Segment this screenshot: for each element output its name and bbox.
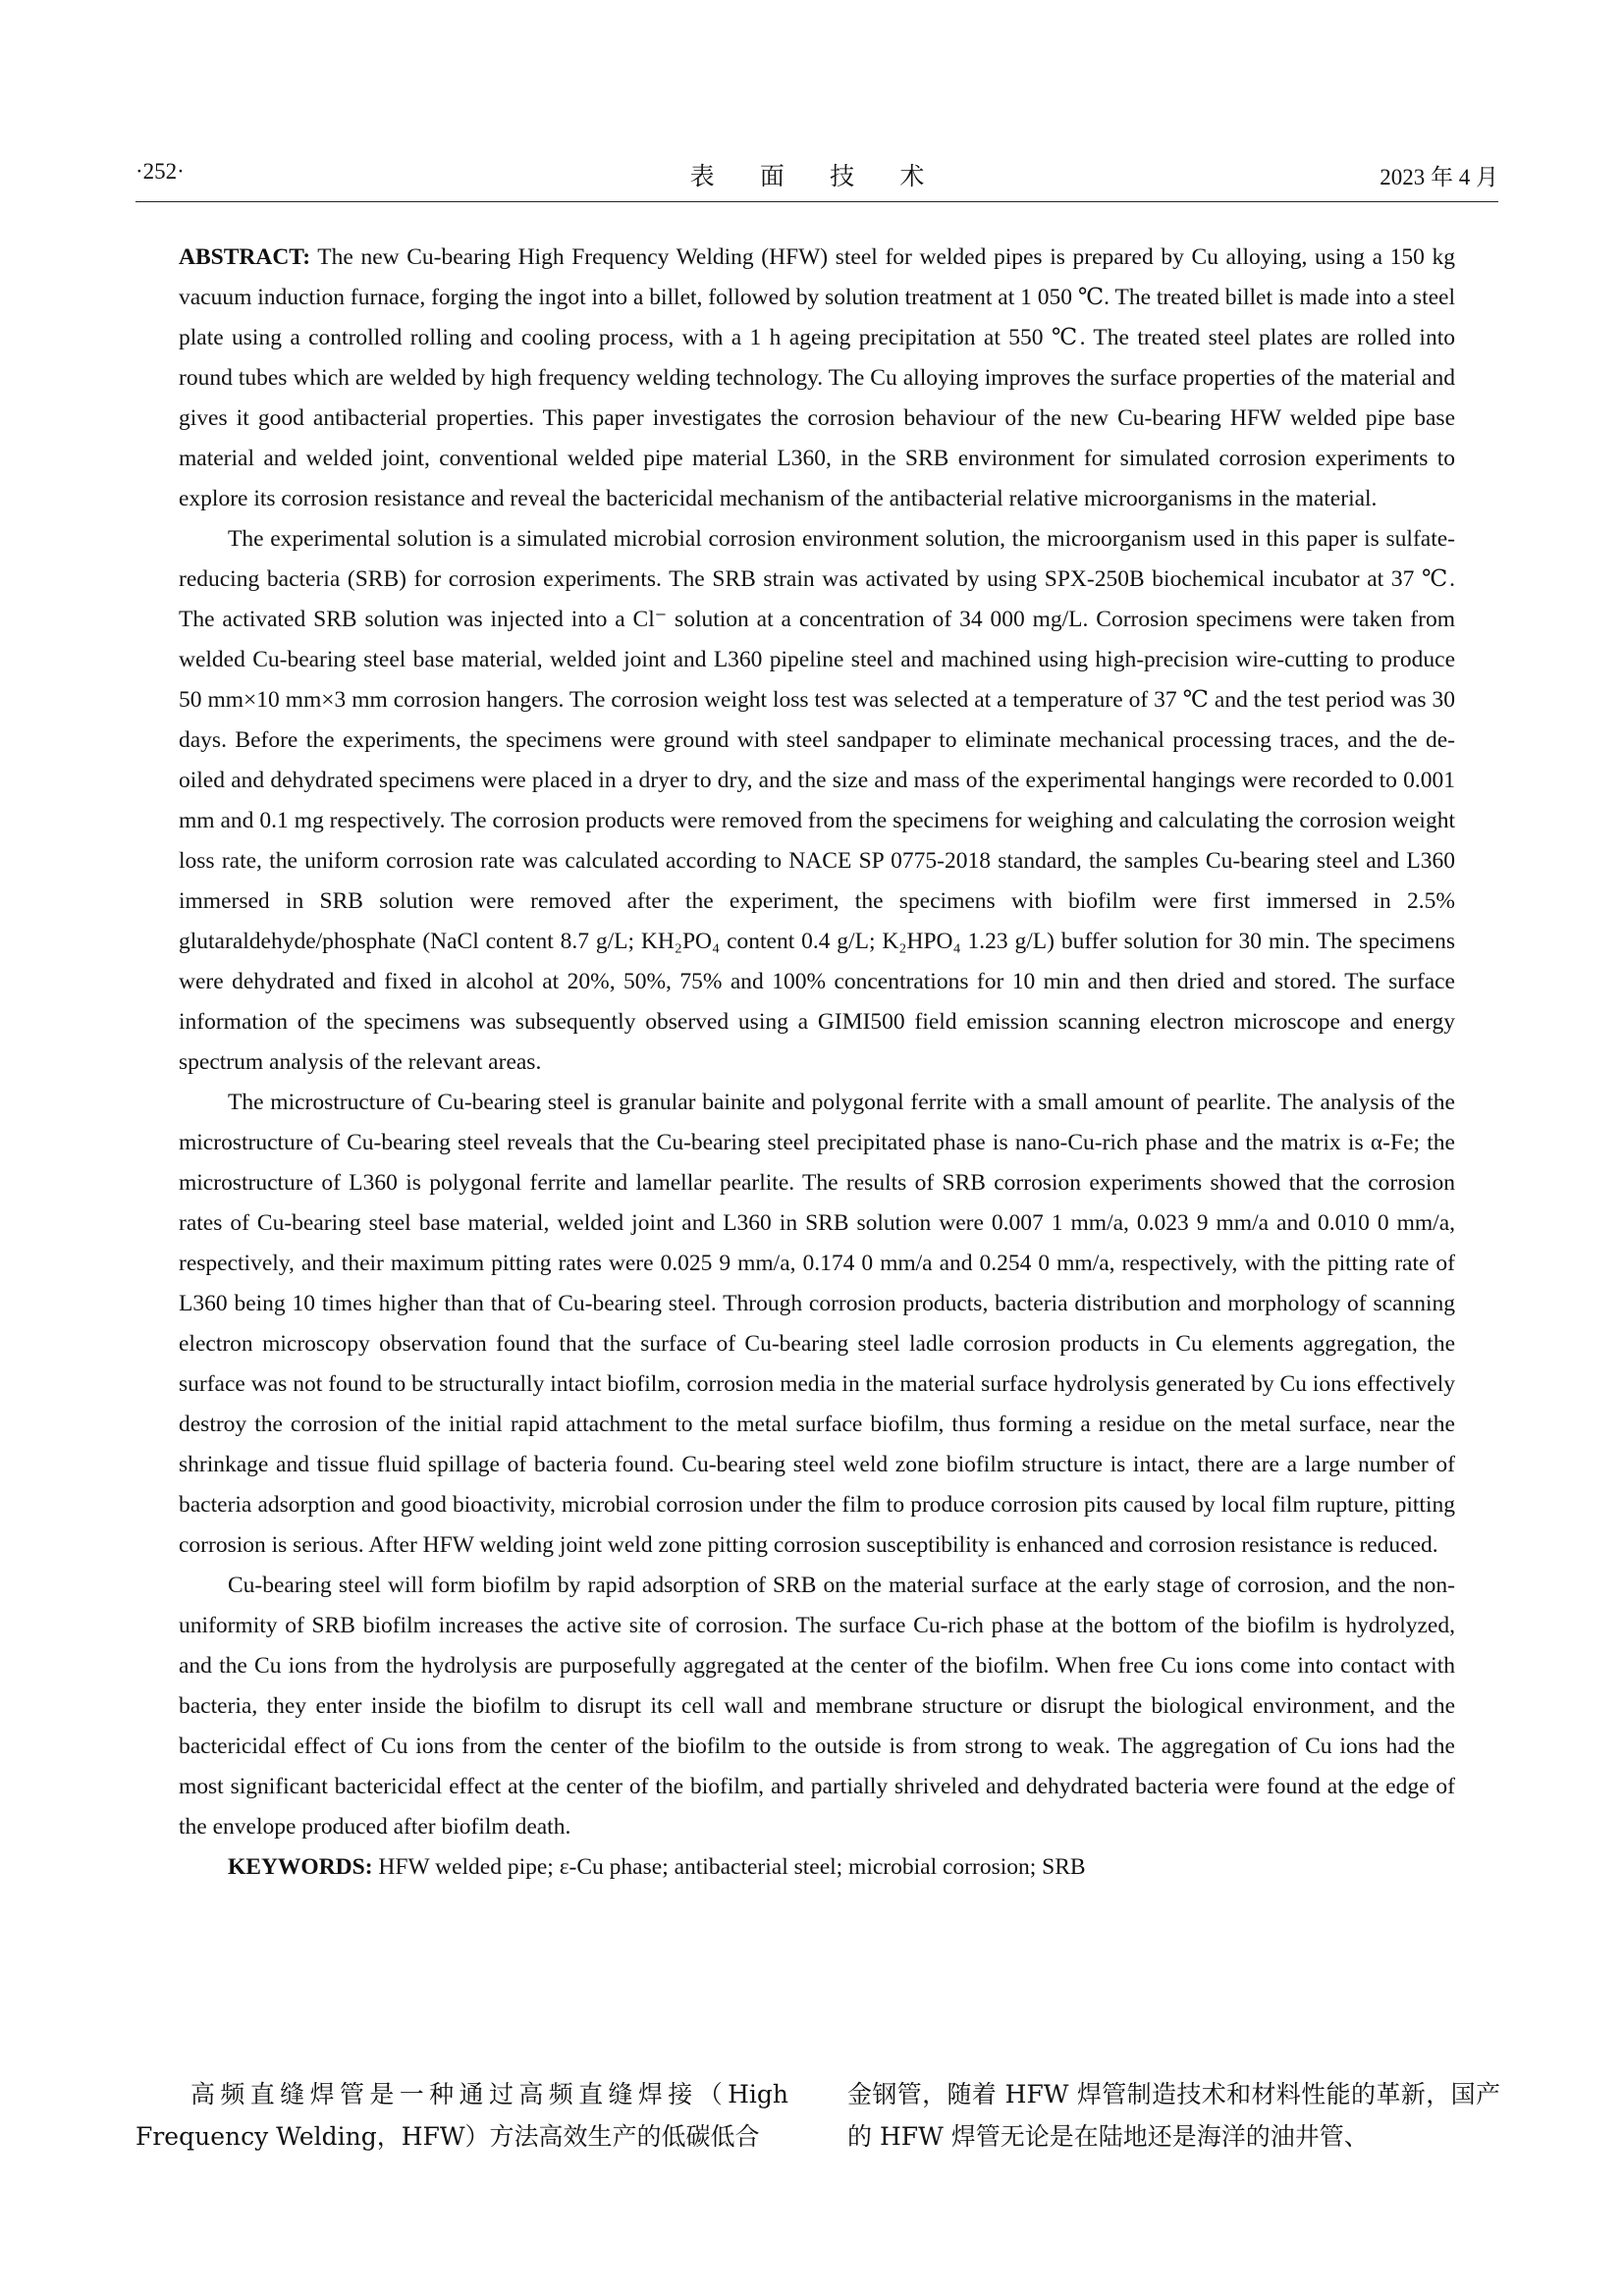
- keywords-label: KEYWORDS:: [228, 1854, 373, 1880]
- header-divider: [135, 201, 1498, 202]
- abstract-section: [179, 238, 1455, 1888]
- body-paragraph: 金钢管，随着 HFW 焊管制造技术和材料性能的革新，国产的 HFW 焊管无论是在陆地还是海洋的油井管、: [847, 2080, 1500, 2151]
- abstract-paragraph-1-text: The new Cu-bearing High Frequency Welding (HFW) steel for welded pipes is prepared by Cu alloying, using a 150 kg vacuum induction furnace, forging the ingot into a billet, followed by solution treatment at 1 050 ℃. The treated billet is made into a steel plate using a controlled rolling and cooling process, with a 1 h ageing precipitation at 550 ℃. The treated steel plates are rolled into round tubes which are welded by high frequency welding technology. The Cu alloying improves the surface properties of the material and gives it good antibacterial properties. This paper investigates the corrosion behaviour of the new Cu-bearing HFW welded pipe base material and welded joint, conventional welded pipe material L360, in the SRB environment for simulated corrosion experiments to explore its corrosion resistance and reveal the bactericidal mechanism of the antibacterial relative microorganisms in the material.: [179, 244, 1456, 511]
- keywords-text: HFW welded pipe; ε-Cu phase; antibacterial steel; microbial corrosion; SRB: [378, 1854, 1086, 1880]
- body-right-column: [847, 2073, 1500, 2158]
- keywords-line: [179, 1847, 1455, 1888]
- page-number: ·252·: [135, 159, 185, 184]
- page-header: [135, 155, 1498, 198]
- body-paragraph: 高频直缝焊管是一种通过高频直缝焊接（High Frequency Welding，HFW）方法高效生产的低碳低合: [135, 2080, 788, 2151]
- abstract-paragraph: The microstructure of Cu-bearing steel is granular bainite and polygonal ferrite with a small amount of pearlite. The analysis of the microstructure of Cu-bearing steel reveals that the Cu-bearing steel precipitated phase is nano-Cu-rich phase and the matrix is α-Fe; the microstructure of L360 is polygonal ferrite and lamellar pearlite. The results of SRB corrosion experiments showed that the corrosion rates of Cu-bearing steel base material, welded joint and L360 in SRB solution were 0.007 1 mm/a, 0.023 9 mm/a and 0.010 0 mm/a, respectively, and their maximum pitting rates were 0.025 9 mm/a, 0.174 0 mm/a and 0.254 0 mm/a, respectively, with the pitting rate of L360 being 10 times higher than that of Cu-bearing steel. Through corrosion products, bacteria distribution and morphology of scanning electron microscopy observation found that the surface of Cu-bearing steel ladle corrosion products in Cu elements aggregation, the surface was not found to be structurally intact biofilm, corrosion media in the material surface hydrolysis generated by Cu ions effectively destroy the corrosion of the initial rapid attachment to the metal surface biofilm, thus forming a residue on the metal surface, near the shrinkage and tissue fluid spillage of bacteria found. Cu-bearing steel weld zone biofilm structure is intact, there are a large number of bacteria adsorption and good bioactivity, microbial corrosion under the film to produce corrosion pits caused by local film rupture, pitting corrosion is serious. After HFW welding joint weld zone pitting corrosion susceptibility is enhanced and corrosion resistance is reduced.: [179, 1090, 1455, 1558]
- abstract-paragraph: [179, 238, 1455, 519]
- abstract-label: ABSTRACT:: [179, 244, 311, 270]
- journal-title: 表 面 技 术: [689, 164, 945, 190]
- abstract-paragraph: Cu-bearing steel will form biofilm by rapid adsorption of SRB on the material surface at the early stage of corrosion, and the non-uniformity of SRB biofilm increases the active site of corrosion. The surface Cu-rich phase at the bottom of the biofilm is hydrolyzed, and the Cu ions from the hydrolysis are purposefully aggregated at the center of the biofilm. When free Cu ions come into contact with bacteria, they enter inside the biofilm to disrupt its cell wall and membrane structure or disrupt the biological environment, and the bactericidal effect of Cu ions from the center of the biofilm to the outside is from strong to weak. The aggregation of Cu ions had the most significant bactericidal effect at the center of the biofilm, and partially shriveled and dehydrated bacteria were found at the edge of the envelope produced after biofilm death.: [179, 1573, 1455, 1840]
- body-left-column: [135, 2073, 788, 2158]
- abstract-paragraph: The experimental solution is a simulated microbial corrosion environment solution, the microorganism used in this paper is sulfate-reducing bacteria (SRB) for corrosion experiments. The SRB strain was activated by using SPX-250B biochemical incubator at 37 ℃. The activated SRB solution was injected into a Cl⁻ solution at a concentration of 34 000 mg/L. Corrosion specimens were taken from welded Cu-bearing steel base material, welded joint and L360 pipeline steel and machined using high-precision wire-cutting to produce 50 mm×10 mm×3 mm corrosion hangers. The corrosion weight loss test was selected at a temperature of 37 ℃ and the test period was 30 days. Before the experiments, the specimens were ground with steel sandpaper to eliminate mechanical processing traces, and the de-oiled and dehydrated specimens were placed in a dryer to dry, and the size and mass of the experimental hangings were recorded to 0.001 mm and 0.1 mg respectively. The corrosion products were removed from the specimens for weighing and calculating the corrosion weight loss rate, the uniform corrosion rate was calculated according to NACE SP 0775-2018 standard, the samples Cu-bearing steel and L360 immersed in SRB solution were removed after the experiment, the specimens with biofilm were first immersed in 2.5% glutaraldehyde/phosphate (NaCl content 8.7 g/L; KH₂PO₄ content 0.4 g/L; K₂HPO₄ 1.23 g/L) buffer solution for 30 min. The specimens were dehydrated and fixed in alcohol at 20%, 50%, 75% and 100% concentrations for 10 min and then dried and stored. The surface information of the specimens was subsequently observed using a GIMI500 field emission scanning electron microscope and energy spectrum analysis of the relevant areas.: [179, 526, 1455, 1075]
- issue-date: 2023 年 4 月: [1380, 165, 1498, 189]
